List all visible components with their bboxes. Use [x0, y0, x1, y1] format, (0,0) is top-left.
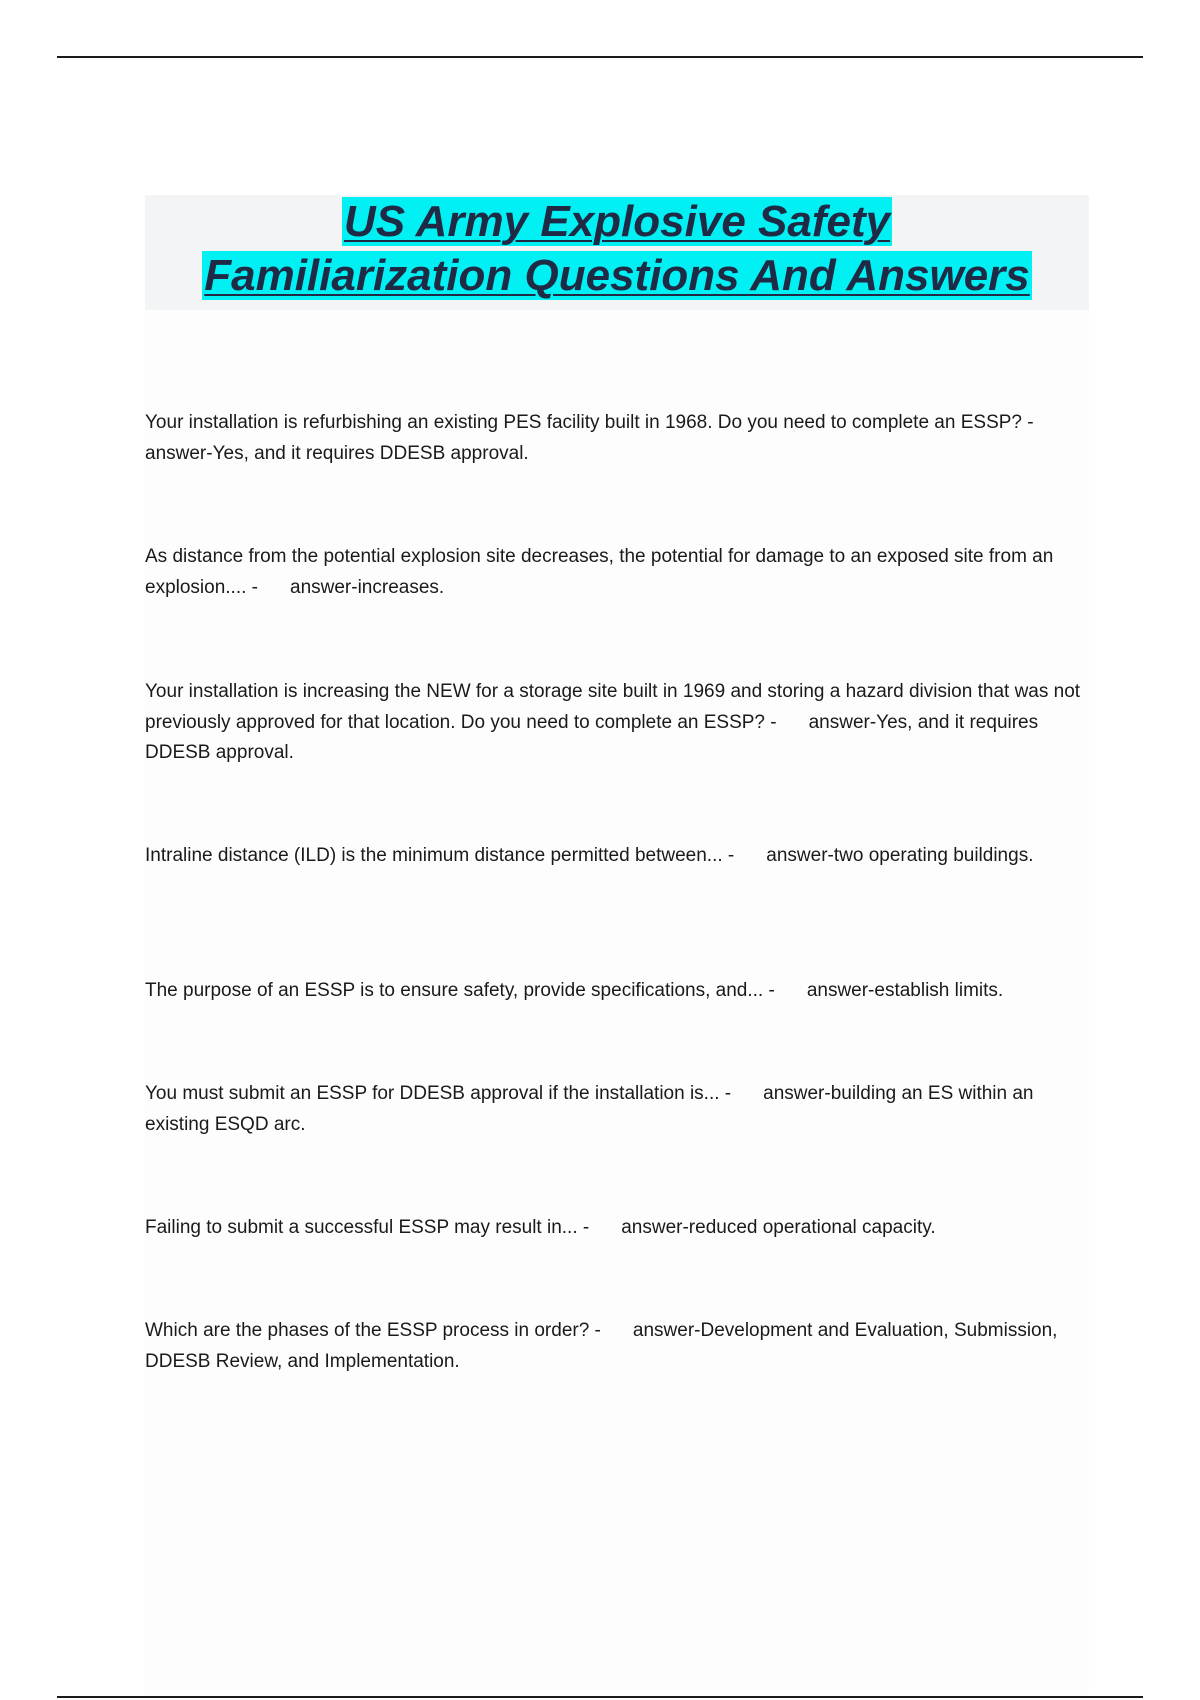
qa-item-6 [145, 1079, 1085, 1140]
question-text: Your installation is increasing the NEW for a storage site built in 1969 and storing a hazard division that was not previously approved for that location. Do you need to complete an ESSP? - [145, 681, 1081, 733]
question-text: Intraline distance (ILD) is the minimum distance permitted between... - [145, 845, 735, 866]
answer-text: answer-two operating buildings. [766, 845, 1034, 866]
answer-text: answer-establish limits. [806, 980, 1004, 1001]
answer-text: answer-Yes, and it requires DDESB approval. [145, 442, 529, 464]
answer-text: answer-increases. [290, 576, 445, 598]
qa-item-2 [145, 542, 1085, 603]
title-line-1: US Army Explosive Safety [343, 197, 891, 246]
answer-text: answer-reduced operational capacity. [621, 1217, 936, 1238]
qa-item-3 [145, 677, 1085, 769]
title-line-2: Familiarization Questions And Answers [204, 251, 1030, 300]
qa-item-1 [145, 408, 1085, 469]
answer-text: answer-building an ES within an existing ESQD arc. [145, 1083, 1034, 1135]
document-title [145, 195, 1089, 310]
qa-item-8 [145, 1316, 1085, 1377]
bottom-rule [57, 1696, 1143, 1698]
question-text: The purpose of an ESSP is to ensure safety, provide specifications, and... - [145, 980, 775, 1001]
question-text: Failing to submit a successful ESSP may result in... - [145, 1217, 590, 1238]
answer-text: answer-Development and Evaluation, Submission, DDESB Review, and Implementation. [145, 1320, 1058, 1372]
qa-item-4 [145, 841, 1085, 872]
qa-item-7 [145, 1213, 1085, 1244]
question-text: You must submit an ESSP for DDESB approval if the installation is... - [145, 1083, 732, 1104]
question-text: As distance from the potential explosion site decreases, the potential for damage to an exposed site from an explosion.... - [145, 546, 1054, 598]
question-text: Your installation is refurbishing an existing PES facility built in 1968. Do you need to complete an ESSP? - [145, 412, 1034, 433]
top-rule [57, 56, 1143, 58]
answer-text: answer-Yes, and it requires DDESB approval. [145, 711, 1039, 763]
question-text: Which are the phases of the ESSP process in order? - [145, 1320, 601, 1341]
qa-item-5 [145, 976, 1085, 1007]
